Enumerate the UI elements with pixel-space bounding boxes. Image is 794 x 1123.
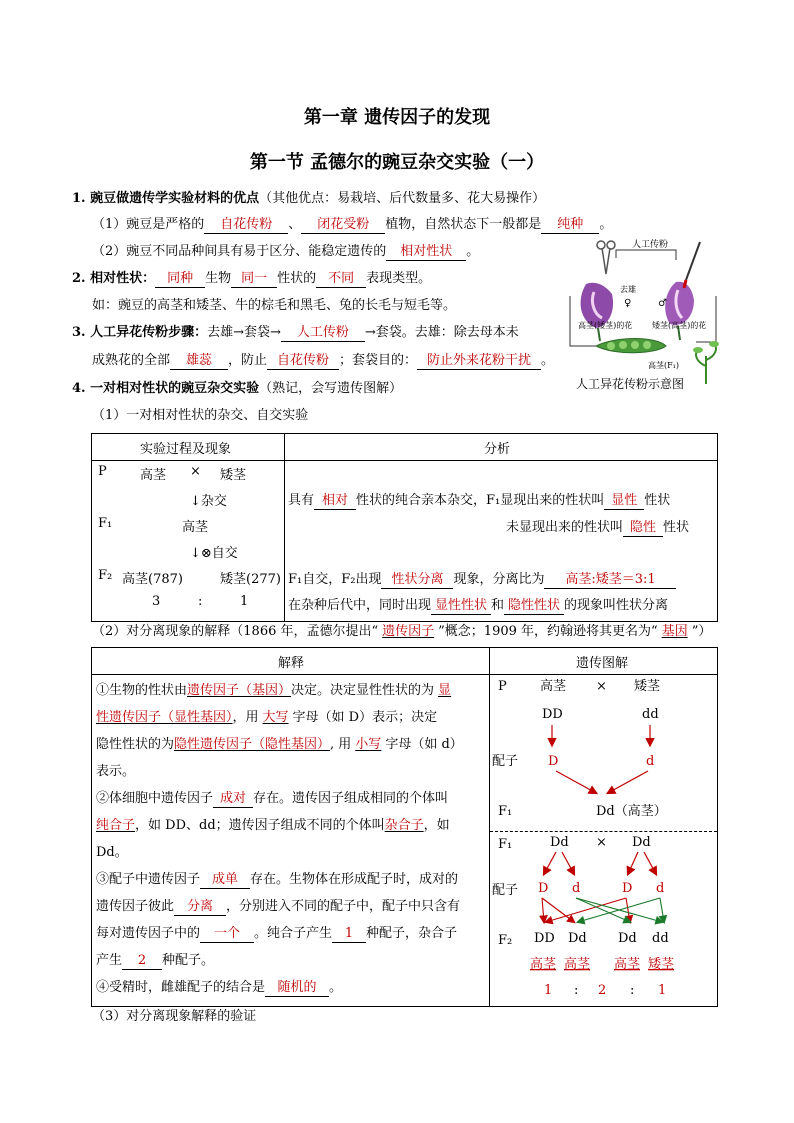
d-f1-value: Dd（高茎） xyxy=(596,804,667,819)
text: 遗传因子彼此 xyxy=(96,899,175,914)
exp4-line xyxy=(96,976,342,997)
answer-blank: 闭花受粉 xyxy=(301,216,385,234)
text: ”概念；1909 年，约翰逊将其更名为“ xyxy=(438,624,658,639)
exp3-line4 xyxy=(96,949,214,970)
text: 植物，自然状态下一般都是 xyxy=(385,217,542,232)
text: 生物 xyxy=(205,271,232,286)
exp3-line2 xyxy=(96,895,460,916)
p-tall: 高茎 xyxy=(140,468,167,483)
answer: 小写 xyxy=(355,737,382,752)
d-gamete-D: D xyxy=(548,754,559,769)
analysis-1 xyxy=(288,489,670,510)
answer-blank: 自花传粉 xyxy=(204,216,288,234)
text: ，用 xyxy=(232,710,259,725)
brush-icon xyxy=(686,242,700,280)
label-remove-stamen: 去雄 xyxy=(620,285,636,294)
d-f1-label: F₁ xyxy=(498,804,513,819)
male-symbol: ♂ xyxy=(658,298,667,309)
genetic-diagram-2 xyxy=(490,832,717,1004)
answer-blank: 相对 xyxy=(314,492,356,510)
d2-f2-label: F₂ xyxy=(498,933,513,948)
text: （2）豌豆不同品种间具有易于区分、能稳定遗传的 xyxy=(92,244,387,259)
text: ，如 xyxy=(423,818,450,833)
q1-heading-line xyxy=(72,189,545,209)
text: 存在。遗传因子组成相同的个体叫 xyxy=(253,791,449,806)
text: 字母（如 d） xyxy=(385,737,463,752)
answer: 大写 xyxy=(262,710,289,725)
label-right-flower: 矮茎(高茎)的花 xyxy=(652,321,707,330)
answer-blank: 成单 xyxy=(200,871,250,889)
text: 的现象叫性状分离 xyxy=(564,598,669,613)
d2-cross: × xyxy=(596,835,607,850)
q1-note: （其他优点：易栽培、后代数量多、花大易操作） xyxy=(259,191,546,206)
q4-sub3: （3）对分离现象解释的验证 xyxy=(92,1009,257,1024)
selfing-arrow: ↓⊗自交 xyxy=(190,546,238,561)
text: 性状 xyxy=(644,493,671,508)
text: 字母（如 D）表示；决定 xyxy=(292,710,438,725)
exp1-line1 xyxy=(96,679,455,698)
text: ③配子中遗传因子 xyxy=(96,872,201,887)
d2-pheno-2: 高茎 xyxy=(564,957,591,972)
q4-sub2 xyxy=(92,622,711,642)
d2-pheno-3: 高茎 xyxy=(614,957,641,972)
q1-line2 xyxy=(92,242,479,262)
answer: 显 xyxy=(438,683,452,698)
table-crossing-experiment xyxy=(91,433,718,622)
d2-pheno-4: 矮茎 xyxy=(648,957,675,972)
d2-g-d1: d xyxy=(572,881,581,896)
answer-blank: 不同 xyxy=(316,270,366,288)
female-symbol: ♀ xyxy=(624,298,632,309)
d2-f1-label: F₁ xyxy=(498,837,513,852)
d2-gamete-label: 配子 xyxy=(492,883,519,898)
answer: 基因 xyxy=(661,624,688,639)
d-short: 矮茎 xyxy=(634,679,661,694)
q3-line1 xyxy=(72,323,519,343)
text: （2）对分离现象的解释（1866 年，孟德尔提出“ xyxy=(92,624,379,639)
text: 性状的 xyxy=(277,271,317,286)
text: →套袋。去雄：除去母本未 xyxy=(364,325,519,340)
d2-parent2: Dd xyxy=(632,835,651,850)
answer-blank: 显性性状 xyxy=(431,597,491,615)
text: 去雄→套袋→ xyxy=(207,325,281,340)
label-f1: 高茎(F₁) xyxy=(648,361,679,370)
q1-heading: 1. 豌豆做遗传学实验材料的优点 xyxy=(72,191,260,206)
answer-blank: 自花传粉 xyxy=(267,352,339,370)
d-tall: 高茎 xyxy=(540,679,567,694)
answer-blank: 纯种 xyxy=(541,216,599,234)
chapter-title: 第一章 遗传因子的发现 xyxy=(303,107,491,128)
text: ，如 DD、dd；遗传因子组成不同的个体叫 xyxy=(135,818,385,833)
pea-pod-icon xyxy=(596,339,666,353)
ratio-colon: : xyxy=(198,594,203,609)
answer-blank: 同一 xyxy=(231,270,277,288)
text: ”） xyxy=(691,624,712,639)
f1-value: 高茎 xyxy=(182,520,209,535)
text: 现象，分离比为 xyxy=(453,572,545,587)
pollination-figure xyxy=(566,236,726,396)
d2-genotype-Dd1: Dd xyxy=(568,931,587,946)
text: 。纯合子产生 xyxy=(254,926,333,941)
scissors-icon xyxy=(602,248,610,274)
d-p-label: P xyxy=(498,679,507,694)
text: ；套袋目的： xyxy=(339,353,418,368)
text: , 用 xyxy=(330,737,352,752)
p-cross: × xyxy=(190,464,201,479)
answer-blank: 一个 xyxy=(200,925,254,943)
text: 隐性性状的为 xyxy=(96,737,175,752)
d-gamete-d: d xyxy=(646,754,655,769)
text: ，分别进入不同的配子中，配子中只含有 xyxy=(226,899,461,914)
q2-line xyxy=(72,269,431,289)
text: 性状的纯合亲本杂交，F₁显现出来的性状叫 xyxy=(356,493,605,508)
text: ①生物的性状由 xyxy=(96,683,188,698)
section-title: 第一节 孟德尔的豌豆杂交实验（一） xyxy=(249,152,545,173)
answer-blank: 成对 xyxy=(213,790,253,808)
exp1-line2 xyxy=(96,706,437,725)
label-left-flower: 高茎(矮茎)的花 xyxy=(578,321,633,330)
q4-note: （熟记，会写遗传图解） xyxy=(259,381,403,396)
text: （1）豌豆是严格的 xyxy=(92,217,205,232)
text: ②体细胞中遗传因子 xyxy=(96,791,214,806)
analysis-2 xyxy=(506,516,689,537)
f2-label: F₂ xyxy=(98,568,113,583)
exp2-line2 xyxy=(96,814,450,833)
text: 。 xyxy=(466,244,480,259)
answer-blank: 防止外来花粉干扰 xyxy=(417,352,541,370)
answer-blank: 雄蕊 xyxy=(170,352,228,370)
exp2-line1 xyxy=(96,787,448,808)
p-short: 矮茎 xyxy=(220,468,247,483)
text: 表现类型。 xyxy=(366,271,432,286)
d-dd: dd xyxy=(642,707,659,722)
exp1-line4: 表示。 xyxy=(96,764,136,779)
text: F₁自交，F₂出现 xyxy=(288,572,382,587)
answer: 杂合子 xyxy=(384,818,424,833)
analysis-3 xyxy=(288,568,676,589)
d2-genotype-DD: DD xyxy=(534,931,555,946)
d2-ratio-3: 1 xyxy=(658,983,667,998)
answer-blank: 分离 xyxy=(174,898,226,916)
text: 性状 xyxy=(663,520,690,535)
table1-header-left: 实验过程及现象 xyxy=(140,442,232,457)
table2-header-left: 解释 xyxy=(278,656,305,671)
answer-blank: 性状分离 xyxy=(381,571,453,589)
d2-g-D1: D xyxy=(538,881,549,896)
d2-genotype-dd: dd xyxy=(652,931,669,946)
d2-genotype-Dd2: Dd xyxy=(618,931,637,946)
text: 种配子。 xyxy=(162,953,215,968)
q2-example: 如：豌豆的高茎和矮茎、牛的棕毛和黑毛、兔的长毛与短毛等。 xyxy=(92,298,457,313)
text: 决定。决定显性性状的为 xyxy=(291,683,435,698)
hybrid-arrow: ↓杂交 xyxy=(190,494,227,509)
text: 。 xyxy=(541,353,555,368)
d2-ratio-1: 1 xyxy=(544,983,553,998)
analysis-4 xyxy=(288,594,668,615)
answer-blank: 隐性性状 xyxy=(504,597,564,615)
text: 、 xyxy=(288,217,302,232)
answer: 遗传因子 xyxy=(382,624,435,639)
label-artificial-pollination: 人工传粉 xyxy=(632,240,669,250)
q2-heading: 2. 相对性状： xyxy=(72,271,156,286)
d2-g-D2: D xyxy=(622,881,633,896)
answer-blank: 显性 xyxy=(604,492,644,510)
answer: 性遗传因子（显性基因） xyxy=(96,710,233,725)
table1-header-right: 分析 xyxy=(484,442,511,457)
text: 每对遗传因子中的 xyxy=(96,926,201,941)
text: 和 xyxy=(491,598,505,613)
q3-line2 xyxy=(92,351,554,371)
f2-tall: 高茎(787) xyxy=(122,572,183,587)
exp3-line1 xyxy=(96,868,458,889)
right-flower-icon xyxy=(665,282,694,325)
figure-caption: 人工异花传粉示意图 xyxy=(576,377,685,391)
f1-label: F₁ xyxy=(98,516,113,531)
q4-heading-line xyxy=(72,379,402,399)
d-DD: DD xyxy=(542,707,563,722)
d2-parent1: Dd xyxy=(550,835,569,850)
text: 种配子，杂合子 xyxy=(366,926,458,941)
p-label: P xyxy=(98,464,107,479)
exp1-line3 xyxy=(96,733,463,752)
text: 在杂种后代中，同时出现 xyxy=(288,598,432,613)
d2-pheno-1: 高茎 xyxy=(530,957,557,972)
answer-blank: 同种 xyxy=(155,270,205,288)
q1-line1 xyxy=(92,215,612,235)
ratio-1: 1 xyxy=(240,594,249,609)
exp2-line3: Dd。 xyxy=(96,845,128,860)
f2-short: 矮茎(277) xyxy=(220,572,281,587)
text: 成熟花的全部 xyxy=(92,353,171,368)
answer-blank: 1 xyxy=(332,925,366,943)
answer-blank: 2 xyxy=(122,952,162,970)
d2-ratio-colon1: : xyxy=(574,983,579,998)
genetic-diagram-1 xyxy=(490,675,717,831)
text: 。 xyxy=(599,217,613,232)
answer-blank: 隐性 xyxy=(623,519,663,537)
answer-blank: 人工传粉 xyxy=(281,324,365,342)
text: 。 xyxy=(329,980,343,995)
d2-ratio-2: 2 xyxy=(598,983,607,998)
answer: 纯合子 xyxy=(96,818,136,833)
q4-sub1: （1）一对相对性状的杂交、自交实验 xyxy=(92,408,309,423)
answer: 遗传因子（基因） xyxy=(187,683,292,698)
text: 存在。生物体在形成配子时，成对的 xyxy=(250,872,459,887)
q3-heading: 3. 人工异花传粉步骤： xyxy=(72,325,208,340)
answer-blank: 随机的 xyxy=(265,979,329,997)
table-explanation xyxy=(91,647,718,1007)
d-gamete-label: 配子 xyxy=(492,754,519,769)
d2-ratio-colon2: : xyxy=(630,983,635,998)
q4-heading: 4. 一对相对性状的豌豆杂交实验 xyxy=(72,381,260,396)
ratio-3: 3 xyxy=(152,594,161,609)
answer-blank: 高茎:矮茎＝3:1 xyxy=(544,571,676,589)
d2-g-d2: d xyxy=(656,881,665,896)
exp3-line3 xyxy=(96,922,457,943)
text: 具有 xyxy=(288,493,315,508)
answer-blank: 相对性状 xyxy=(386,243,466,261)
text: ④受精时，雌雄配子的结合是 xyxy=(96,980,266,995)
answer: 隐性遗传因子（隐性基因） xyxy=(174,737,331,752)
text: 未显现出来的性状叫 xyxy=(506,520,624,535)
text: ，防止 xyxy=(228,353,268,368)
d-cross: × xyxy=(596,679,607,694)
table2-header-right: 遗传图解 xyxy=(576,656,629,671)
text: 产生 xyxy=(96,953,123,968)
